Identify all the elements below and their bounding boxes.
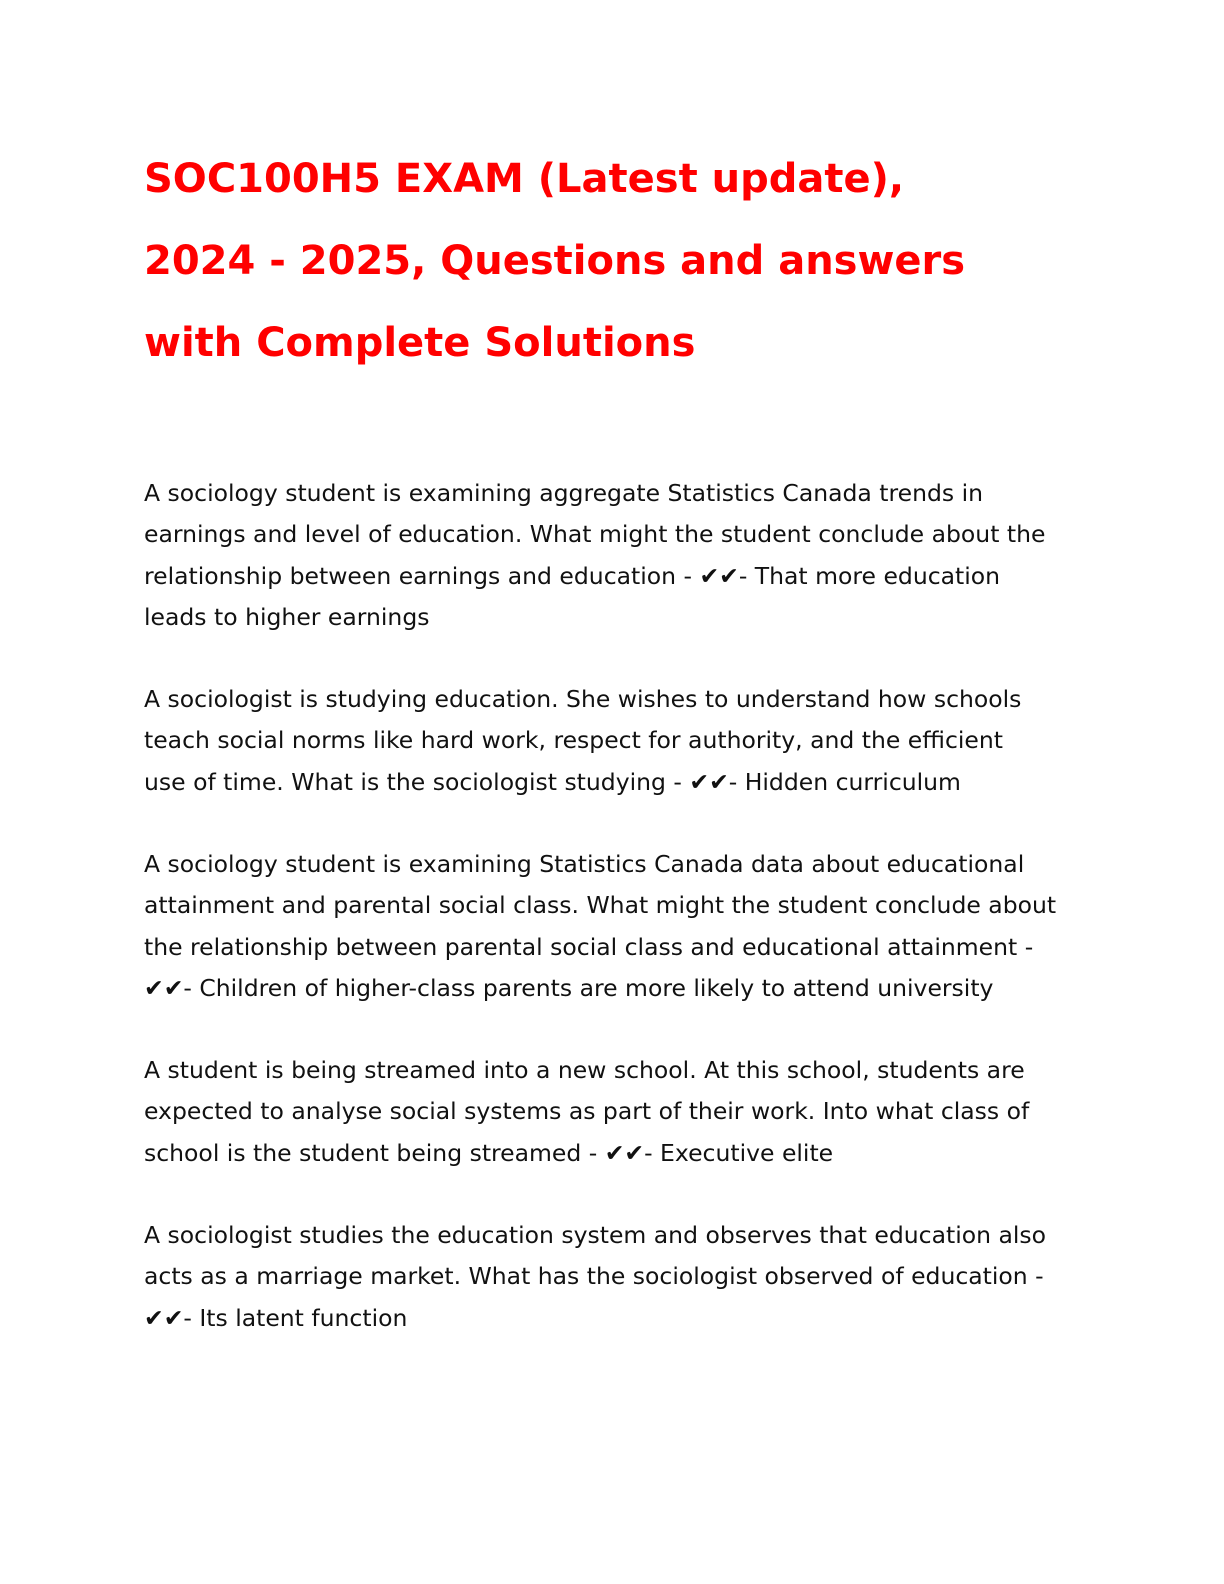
title-line: 2024 - 2025, Questions and answers: [144, 238, 966, 284]
qa-item-5: [144, 1215, 1094, 1339]
qa-item-1: [144, 473, 1094, 639]
qa-line: earnings and level of education. What might the student conclude about the: [144, 520, 1046, 549]
document-title: [144, 138, 1104, 384]
qa-line: A sociologist studies the education system and observes that education also: [144, 1221, 1047, 1249]
qa-line: A sociology student is examining aggregate Statistics Canada trends in: [144, 479, 984, 507]
title-line: SOC100H5 EXAM (Latest update),: [144, 156, 905, 202]
qa-line: acts as a marriage market. What has the sociologist observed of education -: [144, 1262, 1044, 1291]
qa-line: A sociologist is studying education. She wishes to understand how schools: [144, 685, 1022, 713]
qa-line: teach social norms like hard work, respect for authority, and the efficient: [144, 726, 1004, 755]
qa-line: A student is being streamed into a new school. At this school, students are: [144, 1056, 1025, 1084]
qa-line: the relationship between parental social class and educational attainment -: [144, 932, 1034, 961]
qa-item-2: [144, 679, 1094, 803]
qa-line: attainment and parental social class. What might the student conclude about: [144, 891, 1057, 920]
qa-line: leads to higher earnings: [144, 603, 430, 632]
qa-line: ✔✔- Its latent function: [144, 1303, 408, 1332]
title-line: with Complete Solutions: [144, 320, 696, 366]
qa-line: use of time. What is the sociologist studying - ✔✔- Hidden curriculum: [144, 767, 961, 796]
qa-line: A sociology student is examining Statistics Canada data about educational: [144, 850, 1025, 878]
qa-line: relationship between earnings and education - ✔✔- That more education: [144, 561, 1001, 590]
qa-item-4: [144, 1050, 1094, 1174]
qa-line: school is the student being streamed - ✔✔- Executive elite: [144, 1138, 834, 1167]
qa-line: ✔✔- Children of higher-class parents are more likely to attend university: [144, 974, 994, 1003]
qa-item-3: [144, 844, 1094, 1010]
qa-line: expected to analyse social systems as part of their work. Into what class of: [144, 1097, 1030, 1126]
